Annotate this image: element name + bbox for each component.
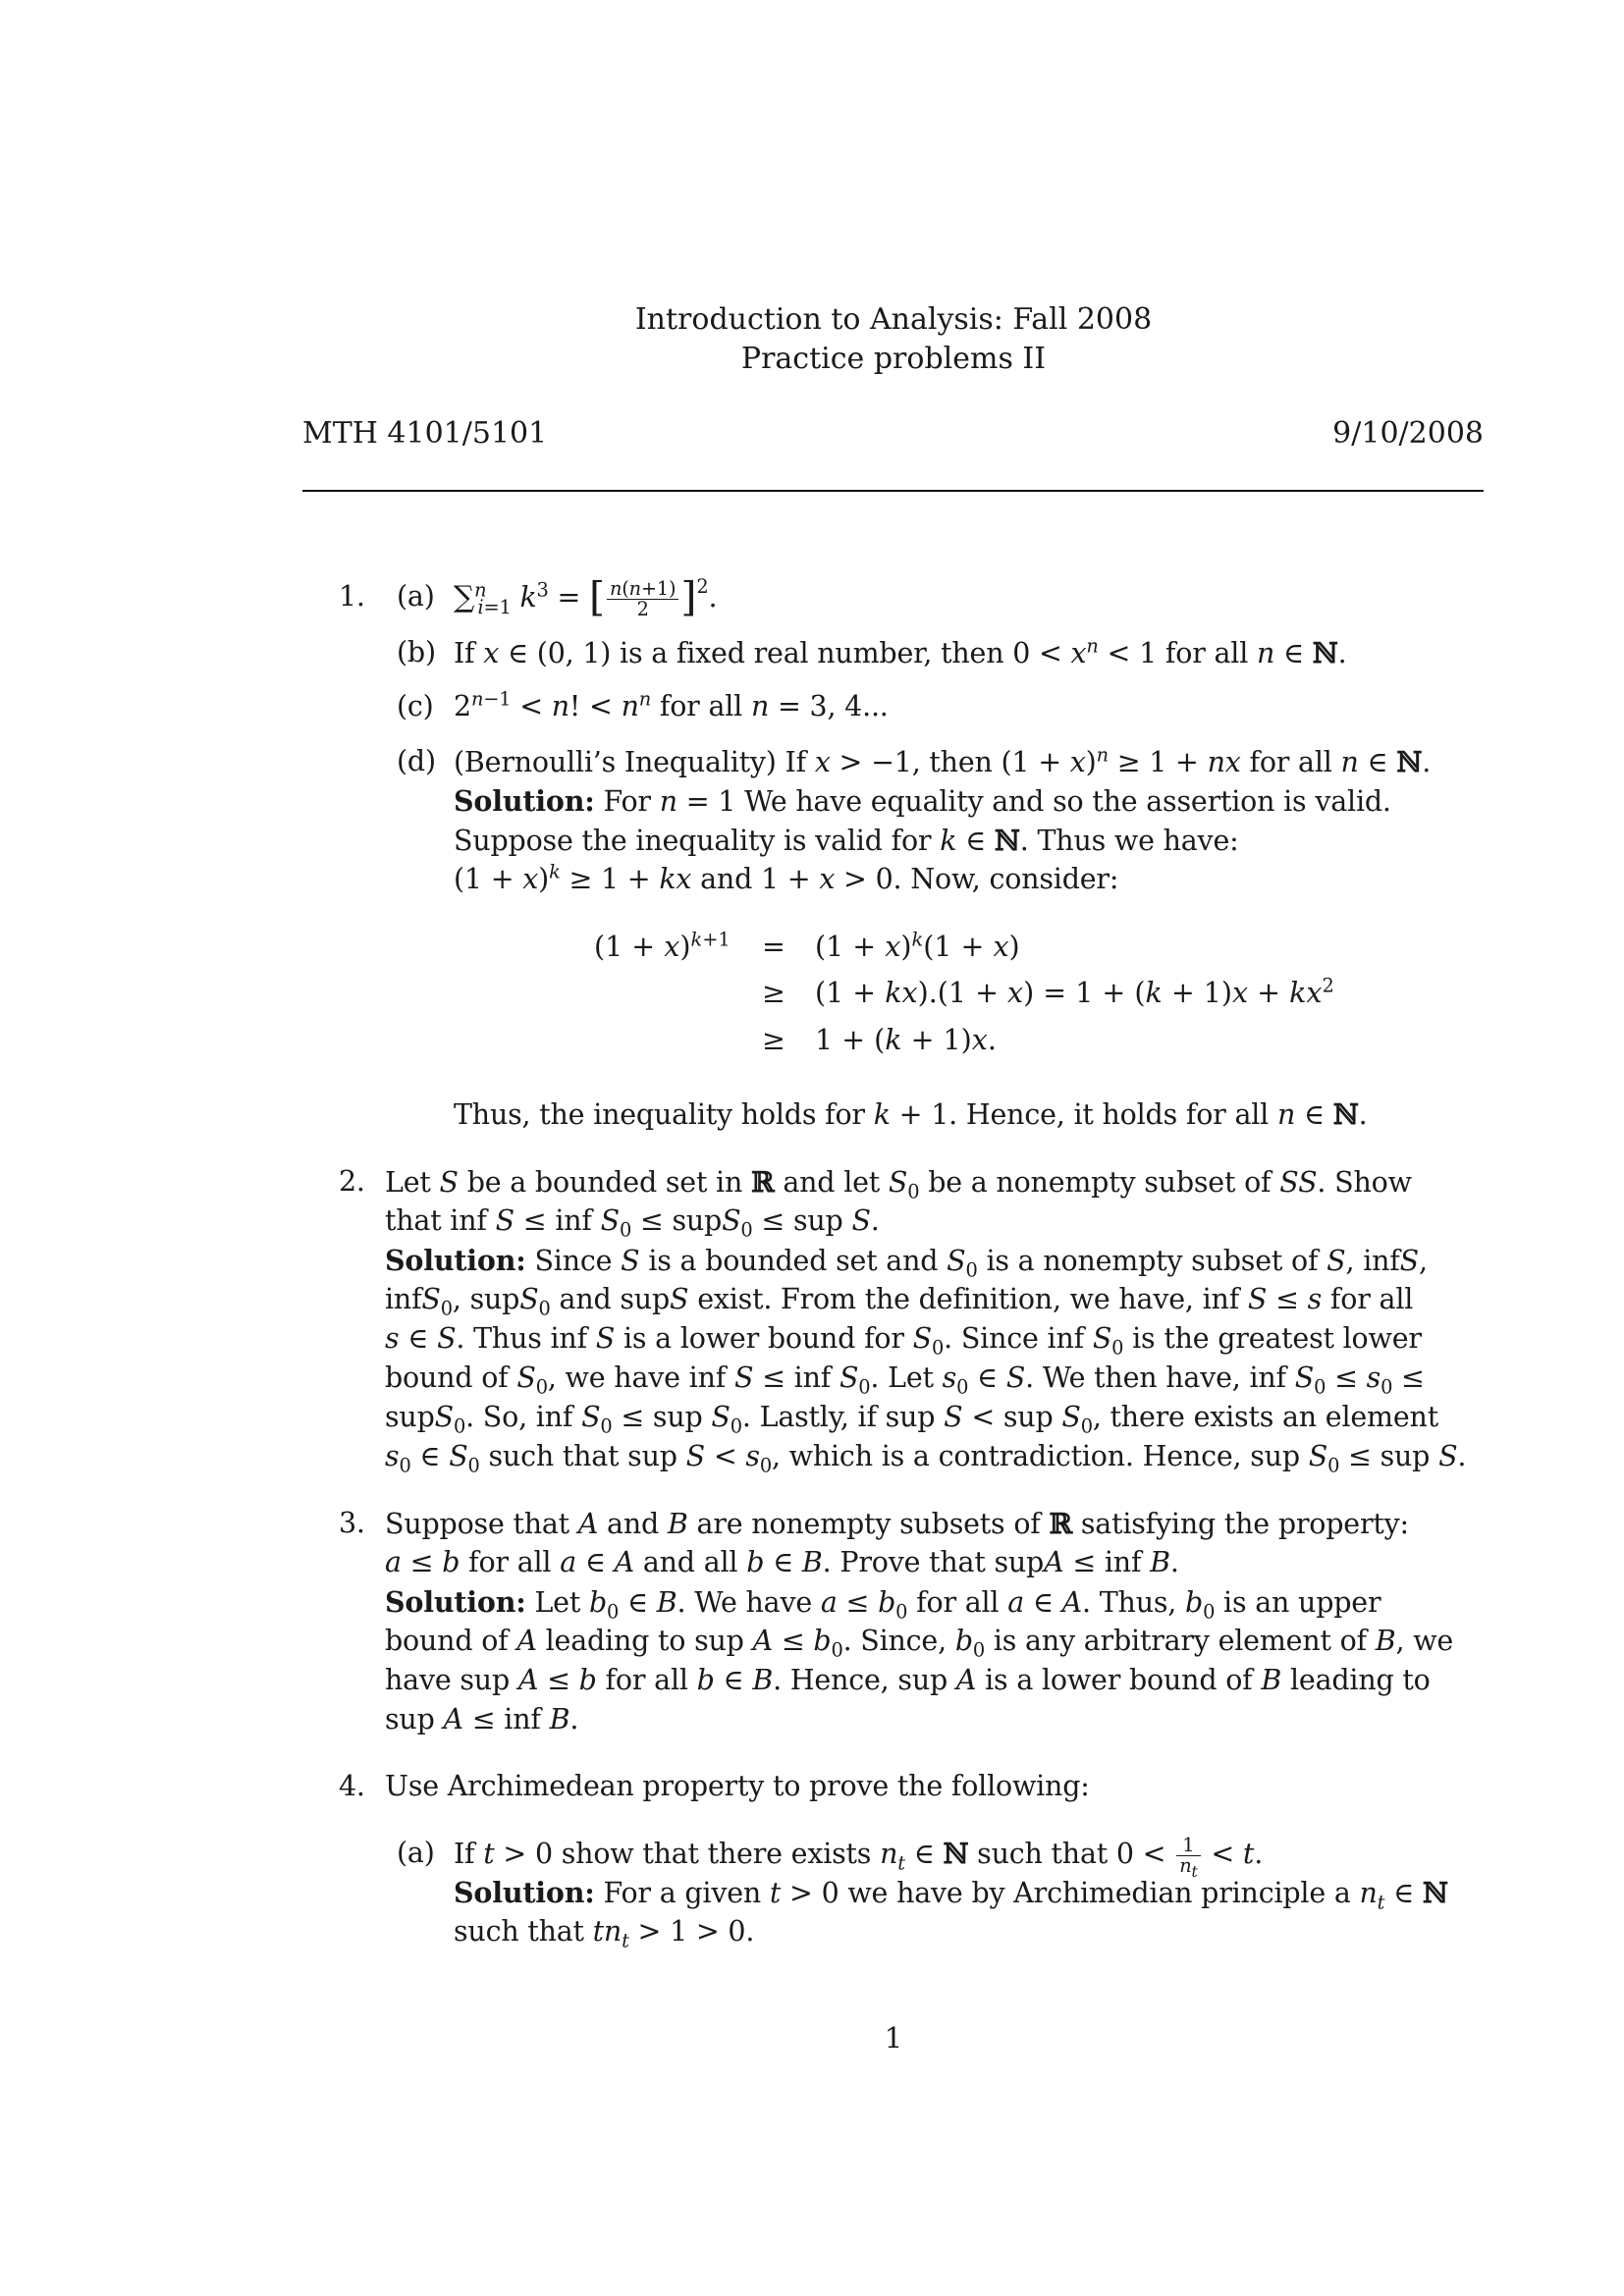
solution-1d-conclusion: Thus, the inequality holds for k + 1. Hence, it holds for all n ∈ ℕ.: [454, 1097, 1368, 1131]
document-title: Introduction to Analysis: Fall 2008: [634, 302, 1153, 337]
solution-2-line-1: Solution: Since S is a bounded set and $S_0$ is a nonempty subset of S, infS,: [385, 1244, 1428, 1282]
derivation-lhs: $(1 + x)^{k+1}$: [594, 928, 731, 963]
problem-2-statement-line-2: that inf S ≤ inf $S_0$ ≤ supS$_0$ ≤ sup S.: [385, 1204, 880, 1242]
problem-4a-text: If t > 0 show that there exists $n_t$ ∈ ℕ such that 0 < $\frac{1}{n_t}$ < t.: [454, 1833, 1264, 1881]
derivation-rhs: 1 + (k + 1)x.: [815, 1024, 997, 1056]
problem-1c-text: $2^{n-1} < n$! < $n^n$ for all n = 3, 4...: [454, 687, 889, 722]
derivation-rhs: $(1 + kx).(1 + x) = 1 + (k + 1)x + kx^2$: [815, 974, 1334, 1009]
solution-label: Solution:: [454, 1876, 595, 1909]
document-date: 9/10/2008: [1332, 416, 1484, 451]
problem-3-statement-line-2: a ≤ b for all a ∈ A and all b ∈ B. Prove that supA ≤ inf B.: [385, 1546, 1179, 1578]
problem-number: 1.: [339, 580, 365, 613]
solution-3-line-2: bound of A leading to sup $A \le b_0$. Since, $b_0$ is any arbitrary element of B, we: [385, 1625, 1454, 1662]
problem-4-statement: Use Archimedean property to prove the following:: [385, 1770, 1090, 1802]
solution-4a-line-2: such that $tn_t > 1 > 0$.: [454, 1915, 755, 1952]
problem-3-statement-line-1: Suppose that A and B are nonempty subsets of ℝ satisfying the property:: [385, 1507, 1409, 1540]
solution-3-line-1: Solution: Let $b_0$ ∈ B. We have $a \le b_0$ for all a ∈ A. Thus, $b_0$ is an upper: [385, 1585, 1381, 1624]
part-label: (b): [397, 636, 436, 668]
solution-1d-line-3: $(1 + x)^k \ge 1$ + kx and 1 + x > 0. Now, consider:: [454, 860, 1119, 895]
solution-1d-line-2: Suppose the inequality is valid for k ∈ ℕ. Thus we have:: [454, 824, 1239, 857]
header-divider: [302, 490, 1484, 492]
solution-2-line-6: $s_0$ ∈ $S_0$ such that sup $S < s_0$, which is a contradiction. Hence, sup $S_0$ ≤ sup S.: [385, 1440, 1467, 1477]
derivation-relation: =: [762, 931, 785, 963]
problem-number: 4.: [339, 1770, 365, 1802]
solution-2-line-5: supS$_0$. So, inf $S_0$ ≤ sup $S_0$. Lastly, if sup S < sup $S_0$, there exists an element: [385, 1401, 1438, 1438]
problem-number: 3.: [339, 1507, 365, 1539]
problem-number: 2.: [339, 1165, 365, 1198]
course-code: MTH 4101/5101: [302, 416, 548, 451]
part-label: (d): [397, 745, 436, 777]
part-label: (a): [397, 1837, 435, 1869]
derivation-relation: ≥: [762, 1024, 785, 1056]
page-number: 1: [884, 2021, 903, 2055]
problem-2-statement-line-1: Let S be a bounded set in ℝ and let $S_0$ be a nonempty subset of SS. Show: [385, 1165, 1412, 1203]
solution-2-line-4: bound of $S_0$, we have inf S ≤ inf $S_0$. Let $s_0$ ∈ S. We then have, inf $S_0 \le s_0$ ≤: [385, 1362, 1425, 1399]
solution-2-line-3: s ∈ S. Thus inf S is a lower bound for $S_0$. Since inf $S_0$ is the greatest lower: [385, 1322, 1422, 1360]
solution-label: Solution:: [385, 1244, 526, 1277]
solution-label: Solution:: [454, 784, 595, 818]
part-label: (c): [397, 690, 434, 722]
derivation-relation: ≥: [762, 977, 785, 1009]
solution-label: Solution:: [385, 1585, 526, 1619]
solution-3-line-3: have sup A ≤ b for all b ∈ B. Hence, sup A is a lower bound of B leading to: [385, 1664, 1431, 1696]
document-subtitle: Practice problems II: [740, 342, 1047, 376]
part-label: (a): [397, 580, 435, 613]
solution-3-line-4: sup A ≤ inf B.: [385, 1703, 579, 1735]
derivation-rhs: $(1 + x)^k(1 + x)$: [815, 928, 1020, 963]
solution-2-line-2: infS$_0$, supS$_0$ and supS exist. From the definition, we have, inf S ≤ s for all: [385, 1283, 1414, 1320]
solution-1d-line-1: Solution: For n = 1 We have equality and so the assertion is valid.: [454, 784, 1391, 818]
problem-1d-text: (Bernoulli’s Inequality) If x > −1, then $(1 + x)^n \ge 1$ + nx for all n ∈ ℕ.: [454, 743, 1432, 778]
problem-1a-formula: ∑$^n_{i=1}$ $k^3$ = [ $\frac{n(n+1)}{2}$ ]$^2$.: [454, 573, 718, 620]
solution-4a-line-1: Solution: For a given t > 0 we have by Archimedian principle a $n_t$ ∈ ℕ: [454, 1876, 1448, 1914]
problem-1b-text: If x ∈ (0, 1) is a fixed real number, then $0 < x^n < 1$ for all n ∈ ℕ.: [454, 634, 1347, 669]
